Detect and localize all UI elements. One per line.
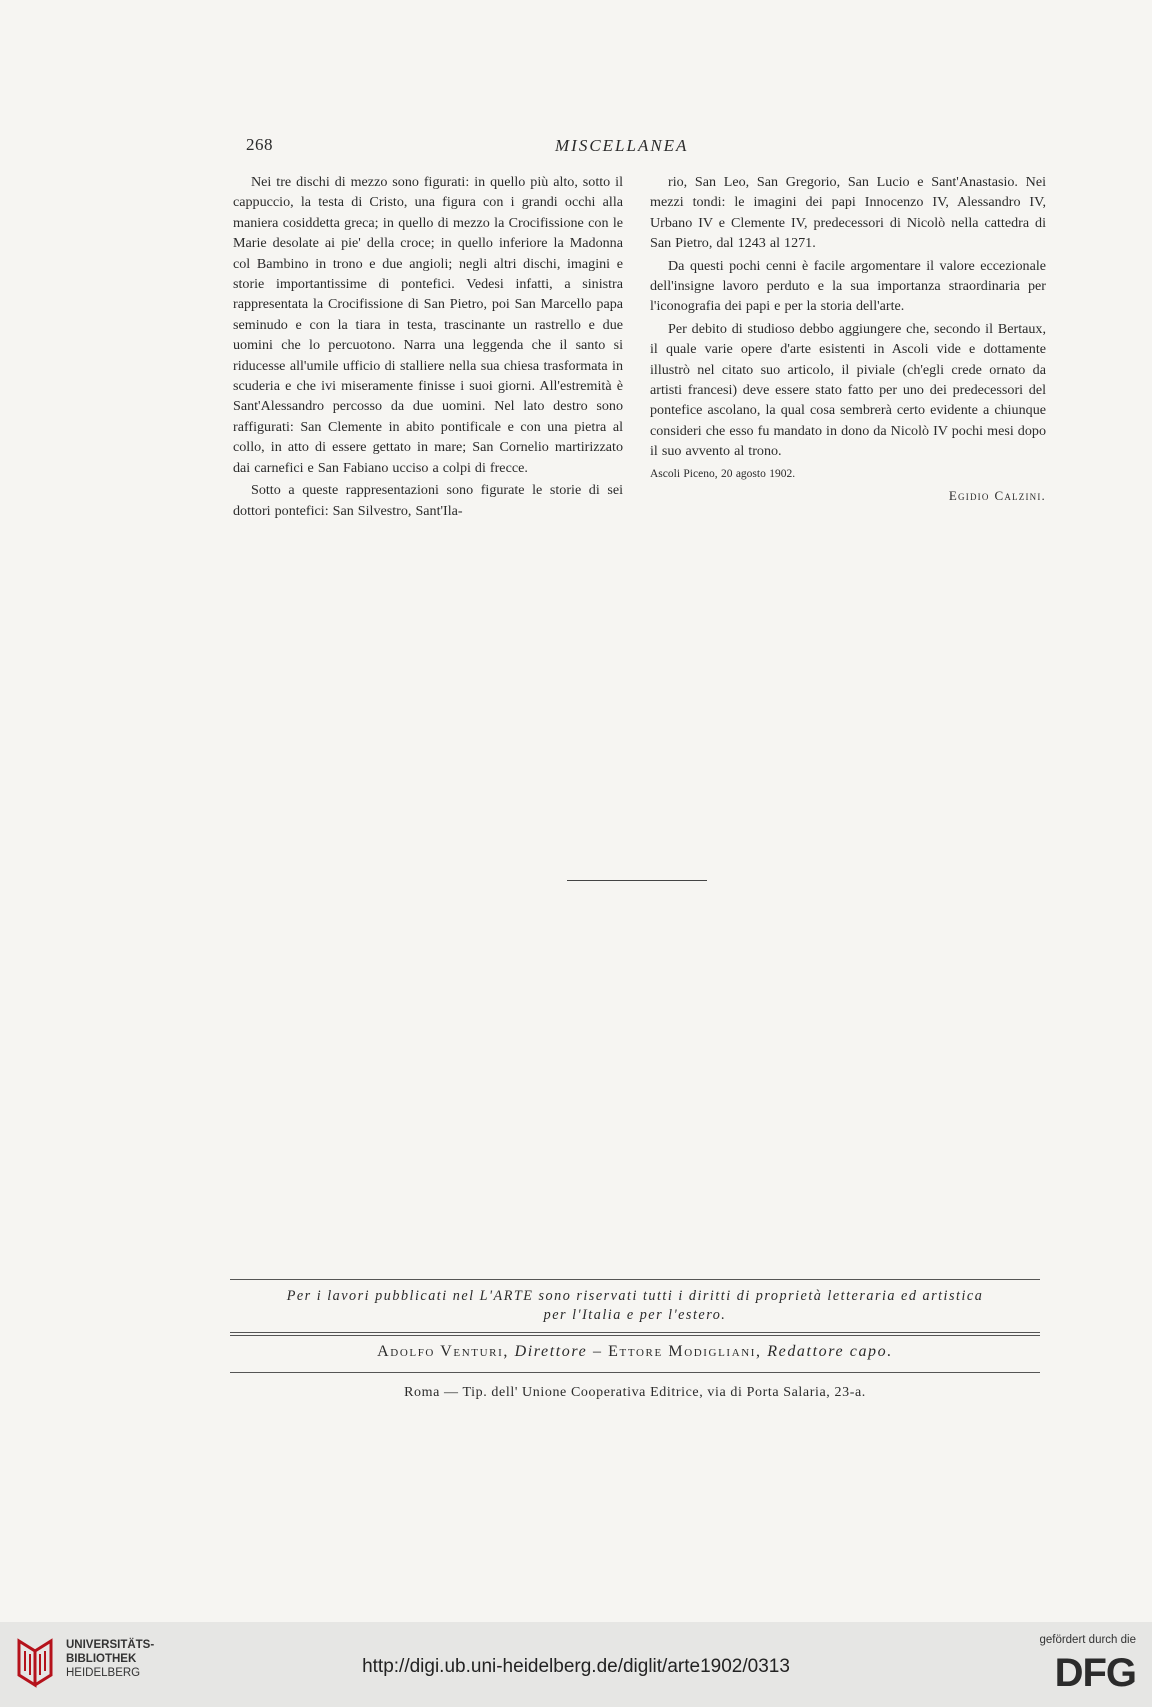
viewer-footer — [0, 1622, 1152, 1707]
rights-notice — [230, 1287, 1040, 1325]
dateline: Ascoli Piceno, 20 agosto 1902. — [650, 467, 796, 480]
permalink[interactable]: http://digi.ub.uni-heidelberg.de/diglit/arte1902/0313 — [362, 1656, 790, 1677]
page-number: 268 — [246, 135, 273, 154]
funding-label: gefördert durch die — [1039, 1634, 1136, 1646]
director-role: Direttore — [514, 1343, 588, 1360]
section-divider — [567, 880, 707, 881]
colophon-rule — [230, 1335, 1040, 1336]
editorial-staff — [230, 1343, 1040, 1361]
printer-imprint: Roma — Tip. dell' Unione Cooperativa Editrice, via di Porta Salaria, 23-a. — [404, 1385, 866, 1400]
paragraph: Da questi pochi cenni è facile argomentare il valore eccezionale dell'insigne lavoro perduto e la sua importanza straordinaria per l'iconografia dei papi e per la storia dell'arte. — [650, 257, 1046, 315]
paragraph: rio, San Leo, San Gregorio, San Lucio e Sant'Anastasio. Nei mezzi tondi: le imagini dei papi Innocenzo IV, Alessandro IV, Urbano IV e Clemente IV, predecessori di Nicolò nella cattedra di San Pietro, dal 1243 al 1271. — [650, 174, 1046, 252]
paragraph: Sotto a queste rappresentazioni sono figurate le storie di sei dottori pontefici: San Silvestro, Sant'Ila- — [233, 482, 623, 519]
text-column-right — [650, 172, 1046, 507]
rights-line: per l'Italia e per l'estero. — [543, 1307, 727, 1323]
library-name-line: BIBLIOTHEK — [66, 1653, 137, 1665]
rights-line: Per i lavori pubblicati nel L'ARTE sono riservati tutti i diritti di proprietà letteraria ed artistica — [286, 1288, 984, 1304]
running-head: MISCELLANEA — [555, 136, 689, 155]
colophon-rule-top — [230, 1279, 1040, 1280]
text-column-left — [233, 172, 623, 521]
library-name-line: HEIDELBERG — [66, 1667, 141, 1679]
author-signature: Egidio Calzini. — [948, 488, 1046, 504]
staff-separator: – — [592, 1343, 603, 1360]
director-name: Adolfo Venturi, — [377, 1343, 509, 1360]
colophon-rule — [230, 1332, 1040, 1333]
editor-name: Ettore Modigliani, — [608, 1343, 762, 1360]
paragraph: Nei tre dischi di mezzo sono figurati: in quello più alto, sotto il cappuccio, la testa di Cristo, una figura con i grandi occhi alla maniera cosiddetta greca; in quello di mezzo la Crocifissione con le Marie desolate ai pie' della croce; in quello inferiore la Madonna col Bambino in trono e due angioli; negli altri dischi, imagini e storie importantissime di pontefici. Vedesi infatti, a sinistra rappresentata la Crocifissione di San Pietro, poi San Marcello papa seminudo e con la tiara in testa, trascinante un rastrello e due uomini che lo percuotono. Narra una leggenda che il santo si riducesse all'umile ufficio di stalliere nella sua chiesa trasformata in scuderia e che ivi miseramente finisse i suoi giorni. All'estremità è Sant'Alessandro percosso da due uomini. Nel lato destro sono raffigurati: San Clemente in abito pontificale e con una pietra al collo, in atto di essere gettato in mare; San Cornelio martirizzato dai carnefici e San Fabiano ucciso a colpi di frecce. — [233, 174, 623, 476]
library-name-line: UNIVERSITÄTS- — [66, 1639, 155, 1651]
dfg-logo: DFG — [1054, 1651, 1136, 1695]
paragraph: Per debito di studioso debbo aggiungere che, secondo il Bertaux, il quale varie opere d'arte esistenti in Ascoli vide e dottamente illustrò nel citato suo articolo, il piviale (ch'egli crede ornato da artisti francesi) deve essere stato fatto per uno dei predecessori del pontefice ascolano, la qual cosa sembrerà certo evidente a chiunque consideri che esso fu mandato in dono da Nicolò IV pochi mesi dopo il suo avvento al trono. — [650, 320, 1046, 460]
editor-role: Redattore capo. — [767, 1343, 893, 1360]
colophon-rule-bottom — [230, 1372, 1040, 1373]
